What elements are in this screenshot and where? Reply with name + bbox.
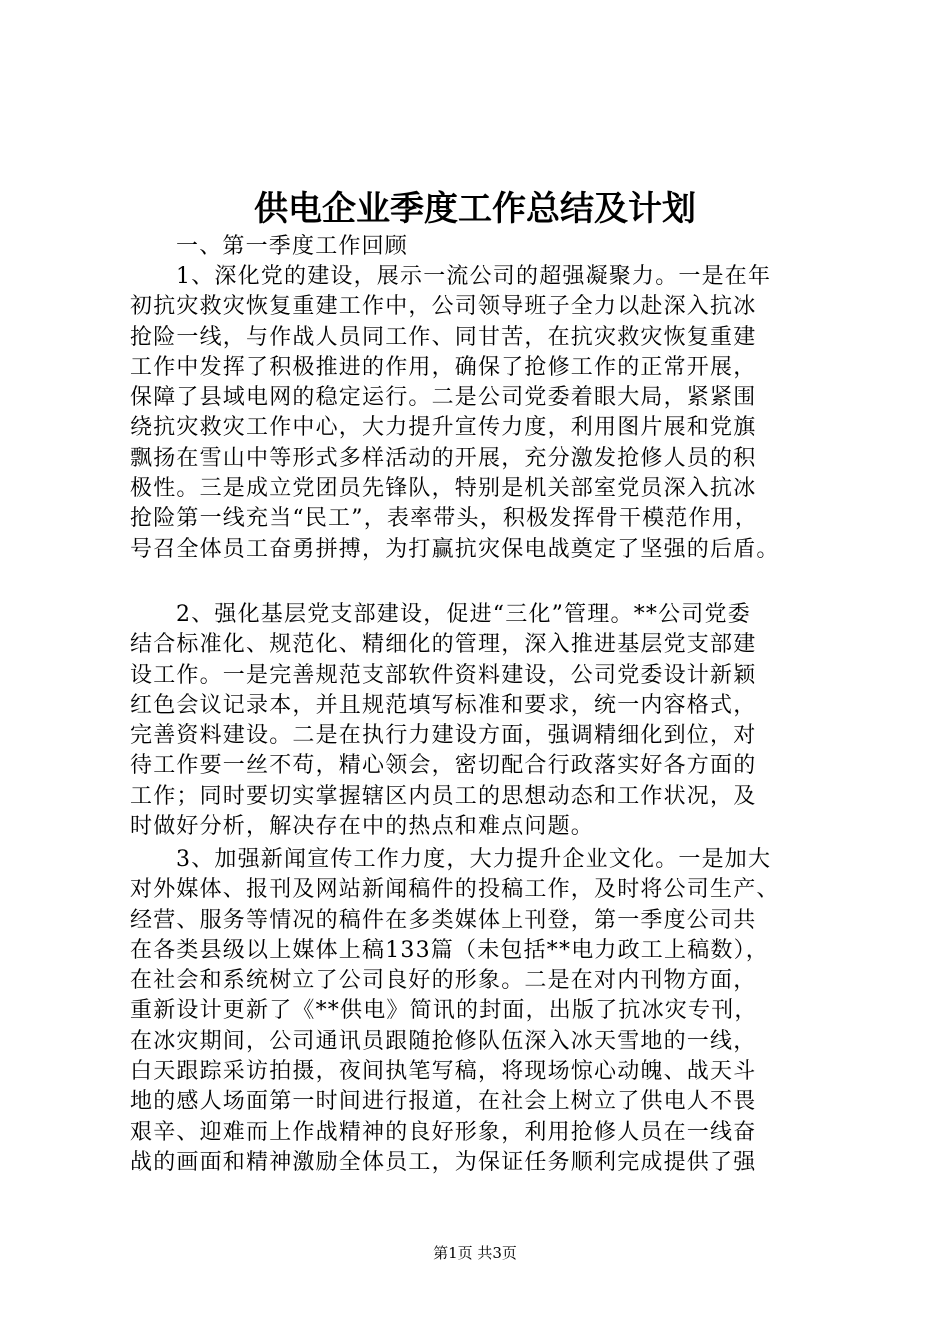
paragraph-line: 初抗灾救灾恢复重建工作中，公司领导班子全力以赴深入抗冰 <box>130 294 757 320</box>
paragraph-line: 工作中发挥了积极推进的作用，确保了抢修工作的正常开展， <box>130 354 757 380</box>
paragraph-line: 完善资料建设。二是在执行力建设方面，强调精细化到位，对 <box>130 723 757 749</box>
paragraph-line: 待工作要一丝不苟，精心领会，密切配合行政落实好各方面的 <box>130 753 757 779</box>
paragraph-line: 在各类县级以上媒体上稿133篇（未包括**电力政工上稿数）， <box>130 937 769 963</box>
paragraph-line: 工作；同时要切实掌握辖区内员工的思想动态和工作状况，及 <box>130 783 757 809</box>
paragraph-line: 在冰灾期间，公司通讯员跟随抢修队伍深入冰天雪地的一线， <box>130 1028 757 1054</box>
paragraph-line: 飘扬在雪山中等形式多样活动的开展，充分激发抢修人员的积 <box>130 445 757 471</box>
paragraph-line: 战的画面和精神激励全体员工，为保证任务顺利完成提供了强 <box>130 1149 757 1175</box>
section-heading: 一、第一季度工作回顾 <box>176 234 409 259</box>
paragraph-2 <box>130 600 825 842</box>
paragraph-line: 重新设计更新了《**供电》简讯的封面，出版了抗冰灾专刊， <box>130 998 758 1024</box>
paragraph-line: 抢险一线，与作战人员同工作、同甘苦，在抗灾救灾恢复重建 <box>130 324 757 350</box>
paragraph-line: 对外媒体、报刊及网站新闻稿件的投稿工作，及时将公司生产、 <box>130 877 780 903</box>
paragraph-line: 设工作。一是完善规范支部软件资料建设，公司党委设计新颖 <box>130 662 757 688</box>
paragraph-line: 经营、服务等情况的稿件在多类媒体上刊登，第一季度公司共 <box>130 907 757 933</box>
paragraph-line: 绕抗灾救灾工作中心，大力提升宣传力度，利用图片展和党旗 <box>130 415 757 441</box>
page-number-footer: 第1页 共3页 <box>433 1244 517 1262</box>
paragraph-line: 号召全体员工奋勇拼搏，为打赢抗灾保电战奠定了坚强的后盾。 <box>130 536 780 562</box>
paragraph-line: 保障了县域电网的稳定运行。二是公司党委着眼大局，紧紧围 <box>130 385 757 411</box>
paragraph-3 <box>130 845 825 1178</box>
section-1-block <box>130 232 825 262</box>
paragraph-line: 2、强化基层党支部建设，促进“三化”管理。**公司党委 <box>176 602 751 627</box>
paragraph-line: 白天跟踪采访拍摄，夜间执笔写稿，将现场惊心动魄、战天斗 <box>130 1059 757 1085</box>
paragraph-line: 时做好分析，解决存在中的热点和难点问题。 <box>130 814 595 840</box>
paragraph-line: 在社会和系统树立了公司良好的形象。二是在对内刊物方面， <box>130 968 757 994</box>
paragraph-1 <box>130 262 825 565</box>
document-title: 供电企业季度工作总结及计划 <box>254 189 696 229</box>
paragraph-line: 抢险第一线充当“民工”，表率带头，积极发挥骨干模范作用， <box>130 506 759 532</box>
paragraph-line: 艰辛、迎难而上作战精神的良好形象，利用抢修人员在一线奋 <box>130 1119 757 1145</box>
paragraph-line: 地的感人场面第一时间进行报道，在社会上树立了供电人不畏 <box>130 1089 757 1115</box>
paragraph-line: 红色会议记录本，并且规范填写标准和要求，统一内容格式， <box>130 692 757 718</box>
paragraph-line: 结合标准化、规范化、精细化的管理，深入推进基层党支部建 <box>130 632 757 658</box>
paragraph-line: 3、加强新闻宣传工作力度，大力提升企业文化。一是加大 <box>176 847 772 872</box>
paragraph-line: 1、深化党的建设，展示一流公司的超强凝聚力。一是在年 <box>176 264 772 289</box>
paragraph-line: 极性。三是成立党团员先锋队，特别是机关部室党员深入抗冰 <box>130 476 757 502</box>
